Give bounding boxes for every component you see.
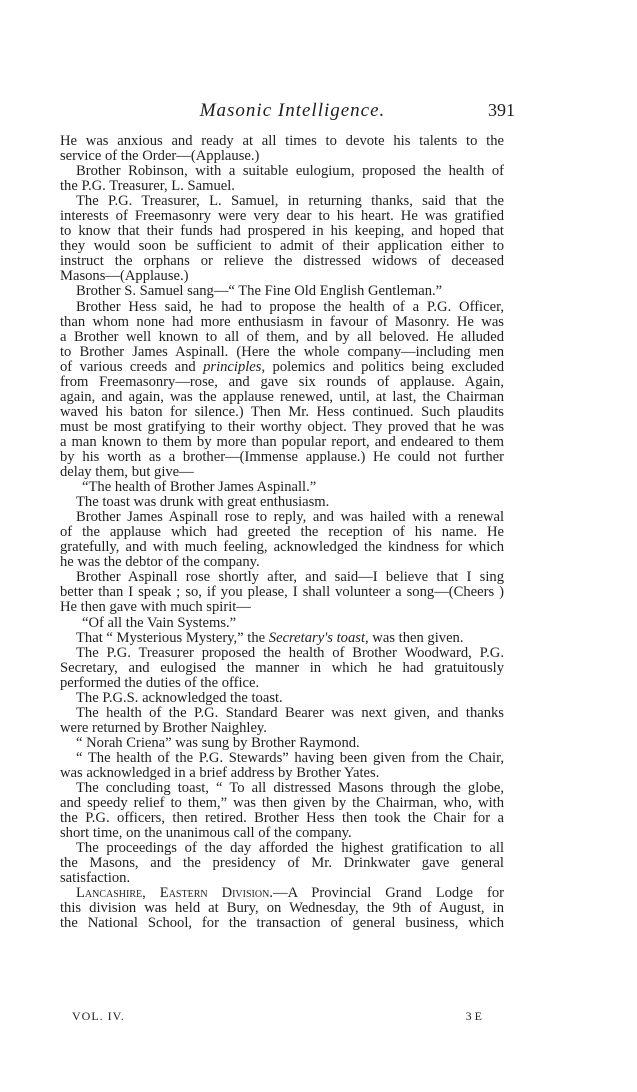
text-line: this division was held at Bury, on Wednesday, the 9th of August, in	[60, 900, 504, 917]
text-line: from Freemasonry—rose, and gave six rounds of applause. Again,	[60, 373, 504, 390]
text-run: of various creeds and	[60, 358, 204, 375]
text-line: to Brother James Aspinall. (Here the whole company—including men	[60, 343, 504, 360]
text-line: was acknowledged in a brief address by Brother Yates.	[60, 764, 380, 781]
section-heading: Lancashire, Eastern Division.	[76, 885, 273, 902]
text-line: The P.G. Treasurer, L. Samuel, in returning thanks, said that the	[76, 193, 504, 210]
text-line: service of the Order—(Applause.)	[60, 148, 260, 165]
text-line: The P.G. Treasurer proposed the health of Brother Woodward, P.G.	[76, 644, 504, 661]
text-line: The health of the P.G. Standard Bearer was next given, and thanks	[76, 704, 504, 721]
text-line	[60, 886, 504, 901]
volume-mark: VOL. IV.	[72, 1009, 125, 1023]
text-line: “ Norah Criena” was sung by Brother Raymond.	[76, 734, 360, 751]
text-line: The P.G.S. acknowledged the toast.	[76, 689, 283, 706]
text-line: the National School, for the transaction of general business, which	[60, 915, 504, 932]
italic-run: principles	[203, 358, 262, 375]
text-line: “The health of Brother James Aspinall.”	[82, 479, 317, 496]
text-line: Brother Hess said, he had to propose the health of a P.G. Officer,	[76, 298, 504, 315]
text-line: a Brother well known to all of them, and by all beloved. He alluded	[60, 328, 504, 345]
running-title: Masonic Intelligence.	[199, 100, 386, 121]
text-line: gratefully, and with much feeling, acknowledged the kindness for which	[60, 539, 504, 556]
page-header	[70, 100, 515, 124]
text-line	[60, 631, 504, 646]
text-run: , polemics and politics being excluded	[261, 358, 504, 375]
text-line: a man known to them by more than popular report, and endeared to them	[60, 433, 504, 450]
text-line: of the applause which had greeted the reception of his name. He	[60, 524, 504, 541]
italic-run: Secretary's toast,	[268, 629, 369, 646]
text-line: Brother Robinson, with a suitable eulogium, proposed the health of	[76, 163, 504, 180]
text-line: “Of all the Vain Systems.”	[82, 614, 237, 631]
text-line: waved his baton for silence.) Then Mr. Hess continued. Such plaudits	[60, 403, 504, 420]
text-line: He was anxious and ready at all times to devote his talents to the	[60, 133, 504, 149]
text-run: was then given.	[368, 629, 464, 646]
text-line: Brother James Aspinall rose to reply, and was hailed with a renewal	[76, 509, 504, 526]
signature-mark: 3 E	[465, 1009, 482, 1023]
text-line: must be most gratifying to their worthy object. They proved that he was	[60, 418, 504, 435]
text-line: Secretary, and eulogised the manner in which he had gratuitously	[60, 659, 504, 676]
text-line: than whom none had more enthusiasm in favour of Masonry. He was	[60, 313, 504, 330]
text-line: interests of Freemasonry were very dear to his heart. He was gratified	[60, 208, 504, 225]
text-line: the P.G. Treasurer, L. Samuel.	[60, 178, 235, 195]
text-line: instruct the orphans or relieve the distressed widows of deceased	[60, 253, 504, 270]
text-line: The toast was drunk with great enthusiasm.	[76, 494, 330, 511]
text-line: they would soon be sufficient to admit of their application either to	[60, 238, 504, 255]
text-line: were returned by Brother Naighley.	[60, 719, 267, 736]
text-line: delay them, but give—	[60, 464, 194, 481]
text-line: to know that their funds had prospered in his keeping, and hoped that	[60, 223, 504, 240]
text-line: short time, on the unanimous call of the company.	[60, 825, 352, 842]
text-line: satisfaction.	[60, 870, 131, 887]
text-line: the Masons, and the presidency of Mr. Drinkwater gave general	[60, 855, 504, 872]
text-line: The proceedings of the day afforded the highest gratification to all	[76, 840, 504, 857]
text-run: That “ Mysterious Mystery,” the	[76, 629, 269, 646]
text-line: better than I speak ; so, if you please, I shall volunteer a song—(Cheers )	[60, 584, 504, 601]
text-line: He then gave with much spirit—	[60, 599, 251, 616]
page-number: 391	[488, 100, 515, 120]
text-line: the P.G. officers, then retired. Brother Hess then took the Chair for a	[60, 810, 504, 827]
text-line: and speedy relief to them,” was then given by the Chairman, who, with	[60, 795, 504, 812]
article-body	[60, 134, 504, 931]
text-line: Brother Aspinall rose shortly after, and said—I believe that I sing	[76, 569, 504, 586]
text-line: performed the duties of the office.	[60, 674, 260, 691]
text-line: The concluding toast, “ To all distressed Masons through the globe,	[76, 780, 504, 797]
text-line: again, and again, was the applause renewed, until, at last, the Chairman	[60, 388, 504, 405]
page-footer	[60, 1009, 504, 1025]
text-line: “ The health of the P.G. Stewards” having been given from the Chair,	[76, 749, 504, 766]
text-line: by his worth as a brother—(Immense applause.) He could not further	[60, 448, 504, 465]
text-line: Brother S. Samuel sang—“ The Fine Old English Gentleman.”	[76, 283, 443, 300]
text-line	[60, 360, 504, 375]
text-line: he was the debtor of the company.	[60, 554, 260, 571]
text-line: Masons—(Applause.)	[60, 268, 189, 285]
text-run: —A Provincial Grand Lodge for	[272, 885, 504, 902]
